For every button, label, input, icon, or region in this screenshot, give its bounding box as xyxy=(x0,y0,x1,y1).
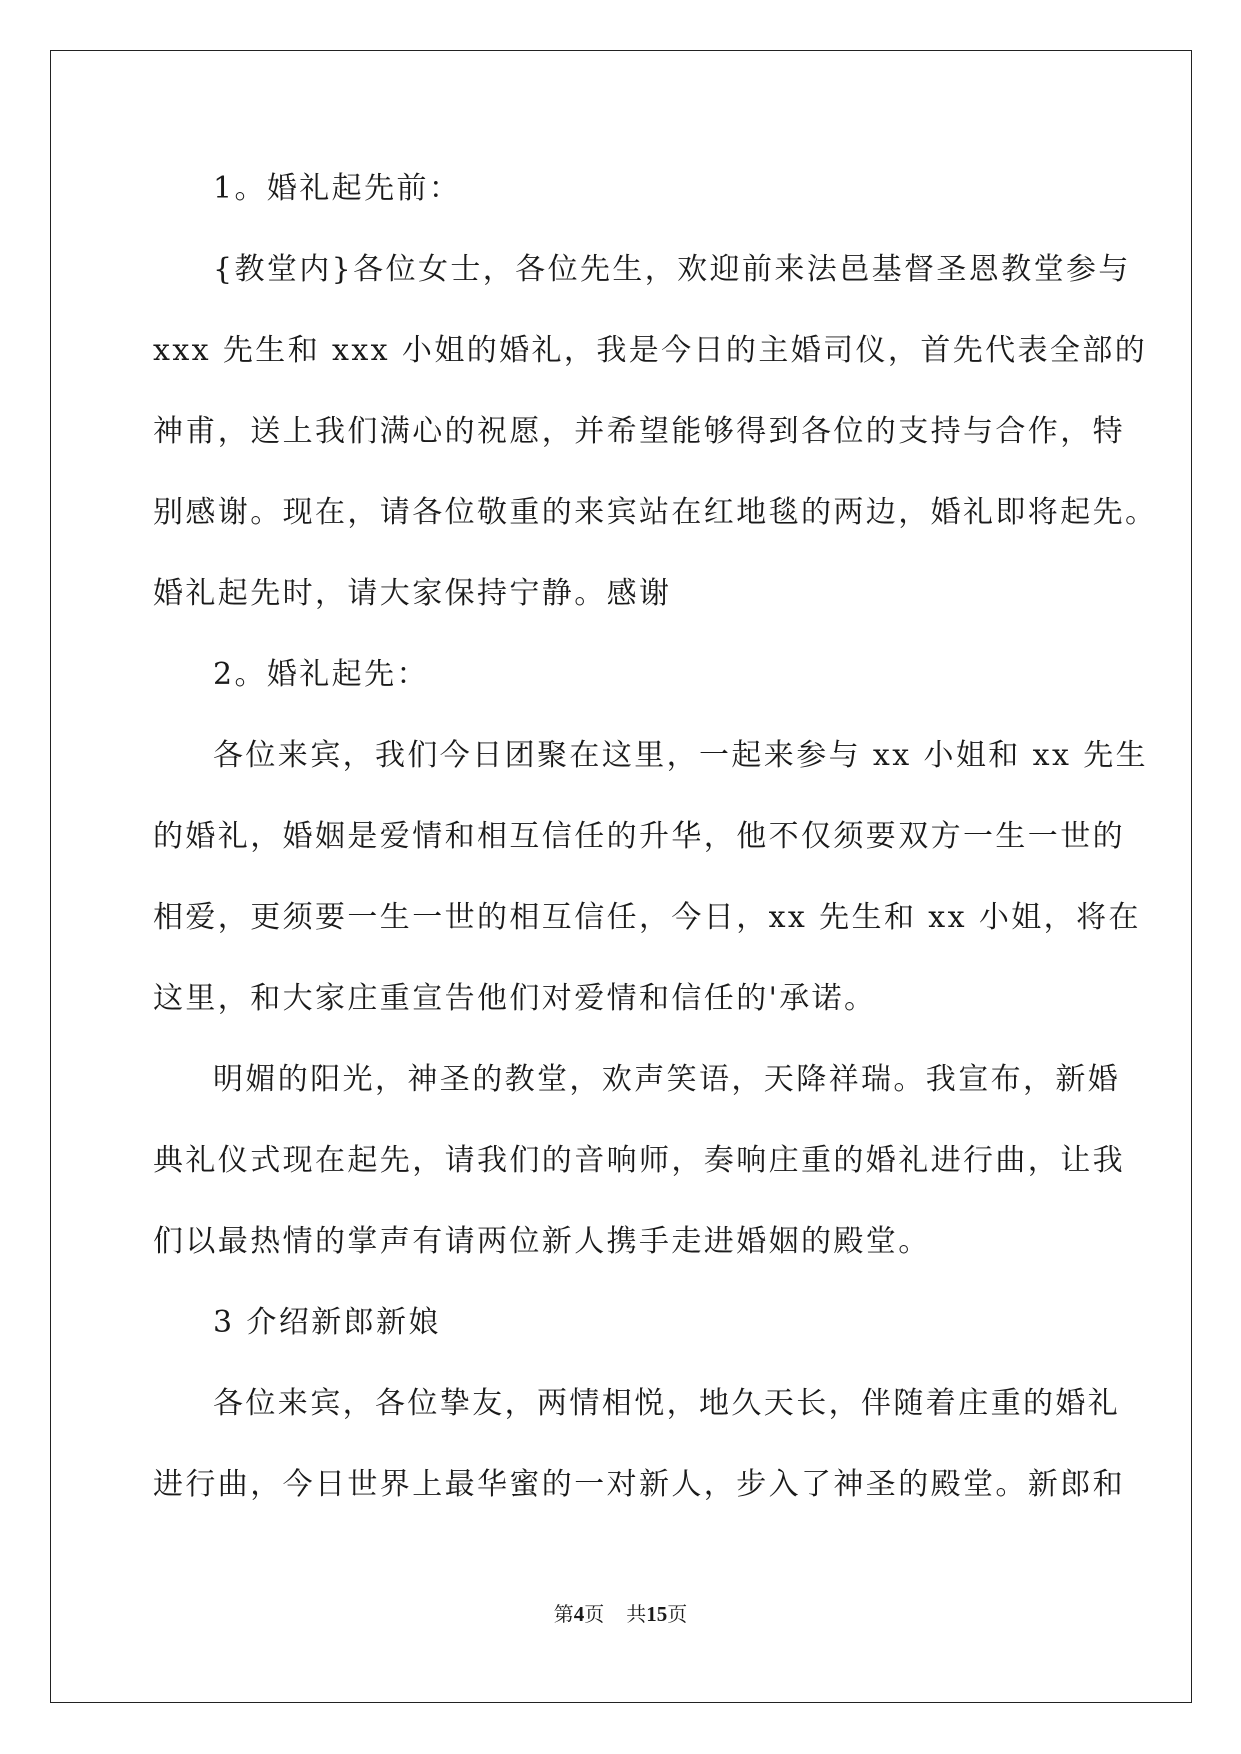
paragraph-line: 各位来宾，各位挚友，两情相悦，地久天长，伴随着庄重的婚礼 xyxy=(213,1386,1121,1421)
section-heading-2: 2。婚礼起先： xyxy=(213,657,429,692)
section-heading-1: 1。婚礼起先前： xyxy=(213,171,462,206)
paragraph-line: 别感谢。现在，请各位敬重的来宾站在红地毯的两边，婚礼即将起先。 xyxy=(153,495,1158,530)
paragraph-line: 神甫，送上我们满心的祝愿，并希望能够得到各位的支持与合作，特 xyxy=(153,414,1125,449)
page-prefix: 第 xyxy=(553,1602,574,1626)
page-suffix: 页 xyxy=(584,1602,605,1626)
paragraph-line: {教堂内}各位女士，各位先生，欢迎前来法邑基督圣恩教堂参与 xyxy=(213,252,1131,287)
paragraph-line: 的婚礼，婚姻是爱情和相互信任的升华，他不仅须要双方一生一世的 xyxy=(153,819,1125,854)
total-pages: 15 xyxy=(646,1602,668,1626)
total-suffix: 页 xyxy=(667,1602,688,1626)
paragraph-line: 典礼仪式现在起先，请我们的音响师，奏响庄重的婚礼进行曲，让我 xyxy=(153,1143,1125,1178)
paragraph-line: 婚礼起先时，请大家保持宁静。感谢 xyxy=(153,576,672,611)
paragraph-line: 这里，和大家庄重宣告他们对爱情和信任的'承诺。 xyxy=(153,981,877,1016)
paragraph-line: 明媚的阳光，神圣的教堂，欢声笑语，天降祥瑞。我宣布，新婚 xyxy=(213,1062,1121,1097)
total-prefix: 共 xyxy=(626,1602,647,1626)
paragraph-line: xxx 先生和 xxx 小姐的婚礼，我是今日的主婚司仪，首先代表全部的 xyxy=(153,333,1148,368)
section-heading-3: 3 介绍新郎新娘 xyxy=(213,1305,441,1340)
paragraph-line: 各位来宾，我们今日团聚在这里，一起来参与 xx 小姐和 xx 先生 xyxy=(213,738,1149,773)
page-number: 4 xyxy=(573,1602,585,1626)
page-footer xyxy=(0,1598,1241,1627)
document-body xyxy=(153,160,1158,1537)
paragraph-line: 们以最热情的掌声有请两位新人携手走进婚姻的殿堂。 xyxy=(153,1224,931,1259)
paragraph-line: 相爱，更须要一生一世的相互信任，今日，xx 先生和 xx 小姐，将在 xyxy=(153,900,1141,935)
paragraph-line: 进行曲，今日世界上最华蜜的一对新人，步入了神圣的殿堂。新郎和 xyxy=(153,1467,1125,1502)
